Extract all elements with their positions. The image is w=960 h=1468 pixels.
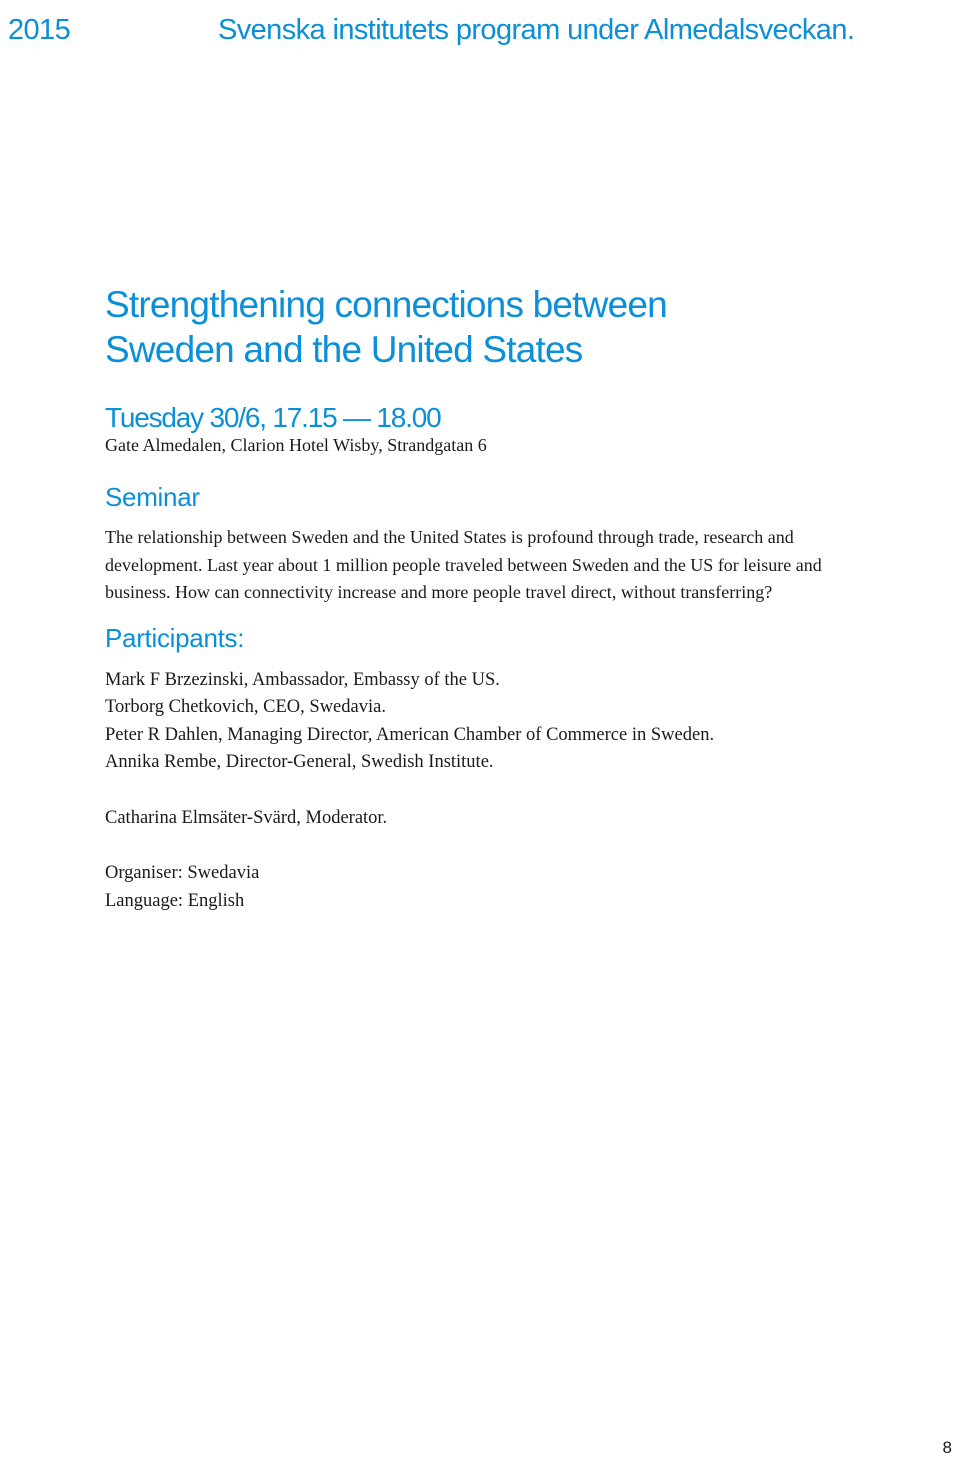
organiser: Organiser: Swedavia (105, 863, 260, 883)
page-header (8, 8, 952, 52)
event-time: Tuesday 30/6, 17.15 — 18.00 (105, 402, 441, 433)
page-number: 8 (942, 1438, 952, 1457)
participant-item: Annika Rembe, Director-General, Swedish Institute. (105, 752, 494, 772)
participants-heading: Participants: (105, 622, 245, 653)
header-title: Svenska institutets program under Almedalsveckan. (218, 13, 855, 46)
moderator: Catharina Elmsäter-Svärd, Moderator. (105, 807, 388, 828)
event-title-line-2: Sweden and the United States (105, 329, 583, 370)
event-content (105, 282, 905, 915)
participant-item: Peter R Dahlen, Managing Director, American Chamber of Commerce in Sweden. (105, 724, 715, 745)
event-title (105, 282, 905, 372)
language: Language: English (105, 890, 245, 911)
seminar-heading: Seminar (105, 482, 200, 512)
event-title-line-1: Strengthening connections between (105, 284, 667, 325)
header-year: 2015 (8, 13, 71, 46)
event-location: Gate Almedalen, Clarion Hotel Wisby, Strandgatan 6 (105, 435, 487, 455)
participant-item: Mark F Brzezinski, Ambassador, Embassy of the US. (105, 669, 500, 690)
seminar-description: The relationship between Sweden and the United States is profound through trade, research and development. Last year about 1 million people traveled between Sweden and the US for leisure and business. How can connectivity increase and more people travel direct, without transferring? (105, 527, 822, 602)
participants-list (105, 667, 905, 777)
event-meta (105, 860, 905, 915)
participant-item: Torborg Chetkovich, CEO, Swedavia. (105, 697, 386, 717)
